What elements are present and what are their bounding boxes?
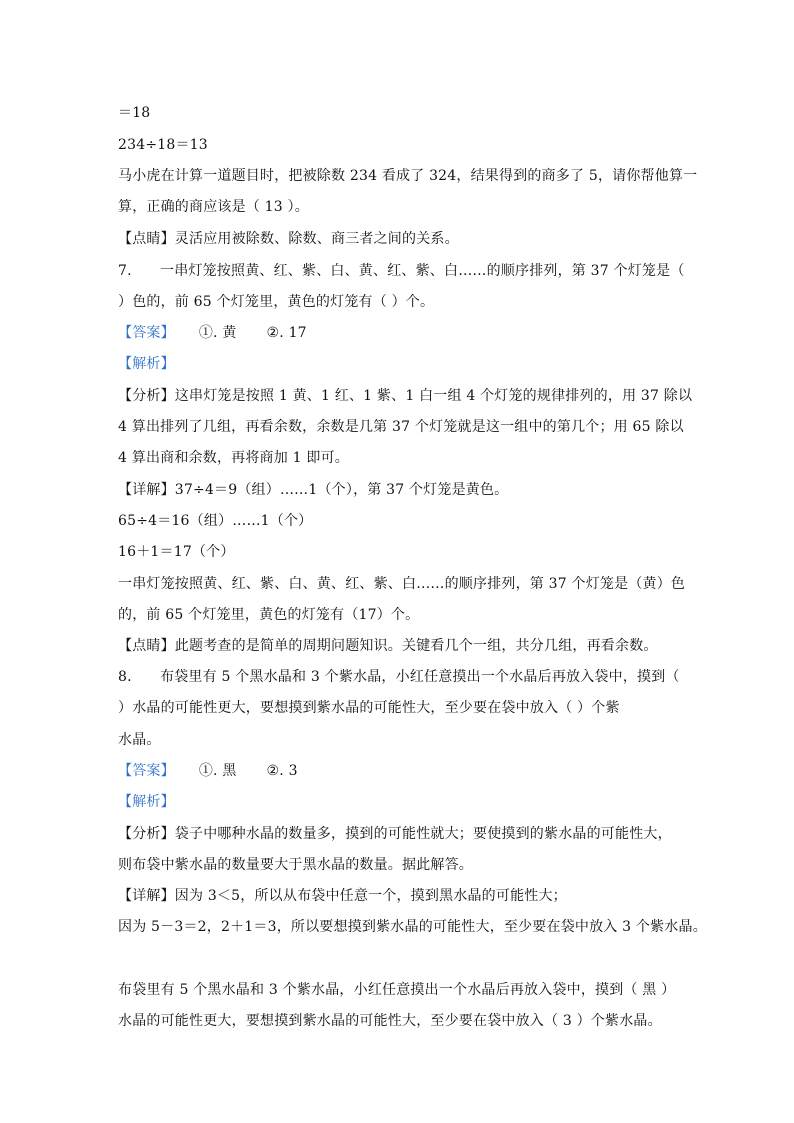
q7-answer-1: ①. 黄 — [198, 325, 237, 341]
calc-line-1: ＝18 — [118, 105, 151, 121]
q8-analysis-label: 【解析】 — [118, 794, 175, 810]
q8-fenxi-2: 则布袋中紫水晶的数量要大于黑水晶的数量。据此解答。 — [118, 857, 473, 873]
q7-fenxi-3: 4 算出商和余数，再将商加 1 即可。 — [118, 450, 349, 466]
q7-line-1 — [118, 262, 685, 280]
q7-summary-1: 一串灯笼按照黄、红、紫、白、黄、红、紫、白……的顺序排列，第 37 个灯笼是（黄）色 — [118, 576, 686, 592]
q7-analysis-label: 【解析】 — [118, 356, 175, 372]
q8-answer-line — [118, 762, 298, 780]
q8-stem-1: 布袋里有 5 个黑水晶和 3 个紫水晶，小红任意摸出一个水晶后再放入袋中，摸到（ — [160, 669, 680, 685]
q8-line-2: ）水晶的可能性更大，要想摸到紫水晶的可能性大，至少要在袋中放入（ ）个紫 — [118, 700, 620, 716]
q7-line-2: ）色的，前 65 个灯笼里，黄色的灯笼有（ ）个。 — [118, 294, 435, 310]
q8-answer-2: ②. 3 — [266, 763, 298, 779]
q7-xiangjie-1: 【详解】37÷4＝9（组）……1（个），第 37 个灯笼是黄色。 — [118, 482, 509, 498]
q8-answer-label: 【答案】 — [118, 763, 175, 779]
q8-summary-1: 布袋里有 5 个黑水晶和 3 个紫水晶，小红任意摸出一个水晶后再放入袋中，摸到（ 黑 ） — [118, 982, 676, 998]
q8-xiangjie-1: 【详解】因为 3＜5，所以从布袋中任意一个，摸到黑水晶的可能性大； — [118, 888, 567, 904]
q7-summary-2: 的，前 65 个灯笼里，黄色的灯笼有（17）个。 — [118, 607, 420, 623]
dianjing-line: 【点睛】灵活应用被除数、除数、商三者之间的关系。 — [118, 231, 459, 247]
q7-xiangjie-2: 65÷4＝16（组）……1（个） — [118, 513, 313, 529]
question-restate-line-1: 马小虎在计算一道题目时，把被除数 234 看成了 324，结果得到的商多了 5，请你帮他算一 — [118, 168, 698, 184]
question-restate-line-2: 算，正确的商应该是（ 13 ）。 — [118, 199, 309, 215]
q8-xiangjie-2: 因为 5－3＝2，2＋1＝3，所以要想摸到紫水晶的可能性大，至少要在袋中放入 3 个紫水晶。 — [118, 919, 707, 935]
q8-fenxi-1: 【分析】袋子中哪种水晶的数量多，摸到的可能性就大；要使摸到的紫水晶的可能性大， — [118, 826, 672, 842]
q8-answer-1: ①. 黑 — [198, 763, 237, 779]
q8-number: 8. — [118, 669, 132, 685]
q8-summary-2: 水晶的可能性更大，要想摸到紫水晶的可能性大，至少要在袋中放入（ 3 ）个紫水晶。 — [118, 1013, 662, 1029]
q8-line-1 — [118, 668, 680, 686]
q8-line-3: 水晶。 — [118, 732, 161, 748]
q7-fenxi-2: 4 算出排列了几组，再看余数，余数是几第 37 个灯笼就是这一组中的第几个；用 65 除以 — [118, 419, 684, 435]
q7-dianjing: 【点睛】此题考查的是简单的周期问题知识。关键看几个一组，共分几组，再看余数。 — [118, 638, 658, 654]
q7-number: 7. — [118, 263, 132, 279]
q7-fenxi-1: 【分析】这串灯笼是按照 1 黄、1 红、1 紫、1 白一组 4 个灯笼的规律排列的，用 37 除以 — [118, 388, 693, 404]
q7-answer-line — [118, 324, 307, 342]
q7-stem-1: 一串灯笼按照黄、红、紫、白、黄、红、紫、白……的顺序排列，第 37 个灯笼是（ — [160, 263, 685, 279]
q7-xiangjie-3: 16＋1＝17（个） — [118, 544, 235, 560]
q7-answer-2: ②. 17 — [266, 325, 307, 341]
q7-answer-label: 【答案】 — [118, 325, 175, 341]
calc-line-2: 234÷18＝13 — [118, 137, 208, 153]
